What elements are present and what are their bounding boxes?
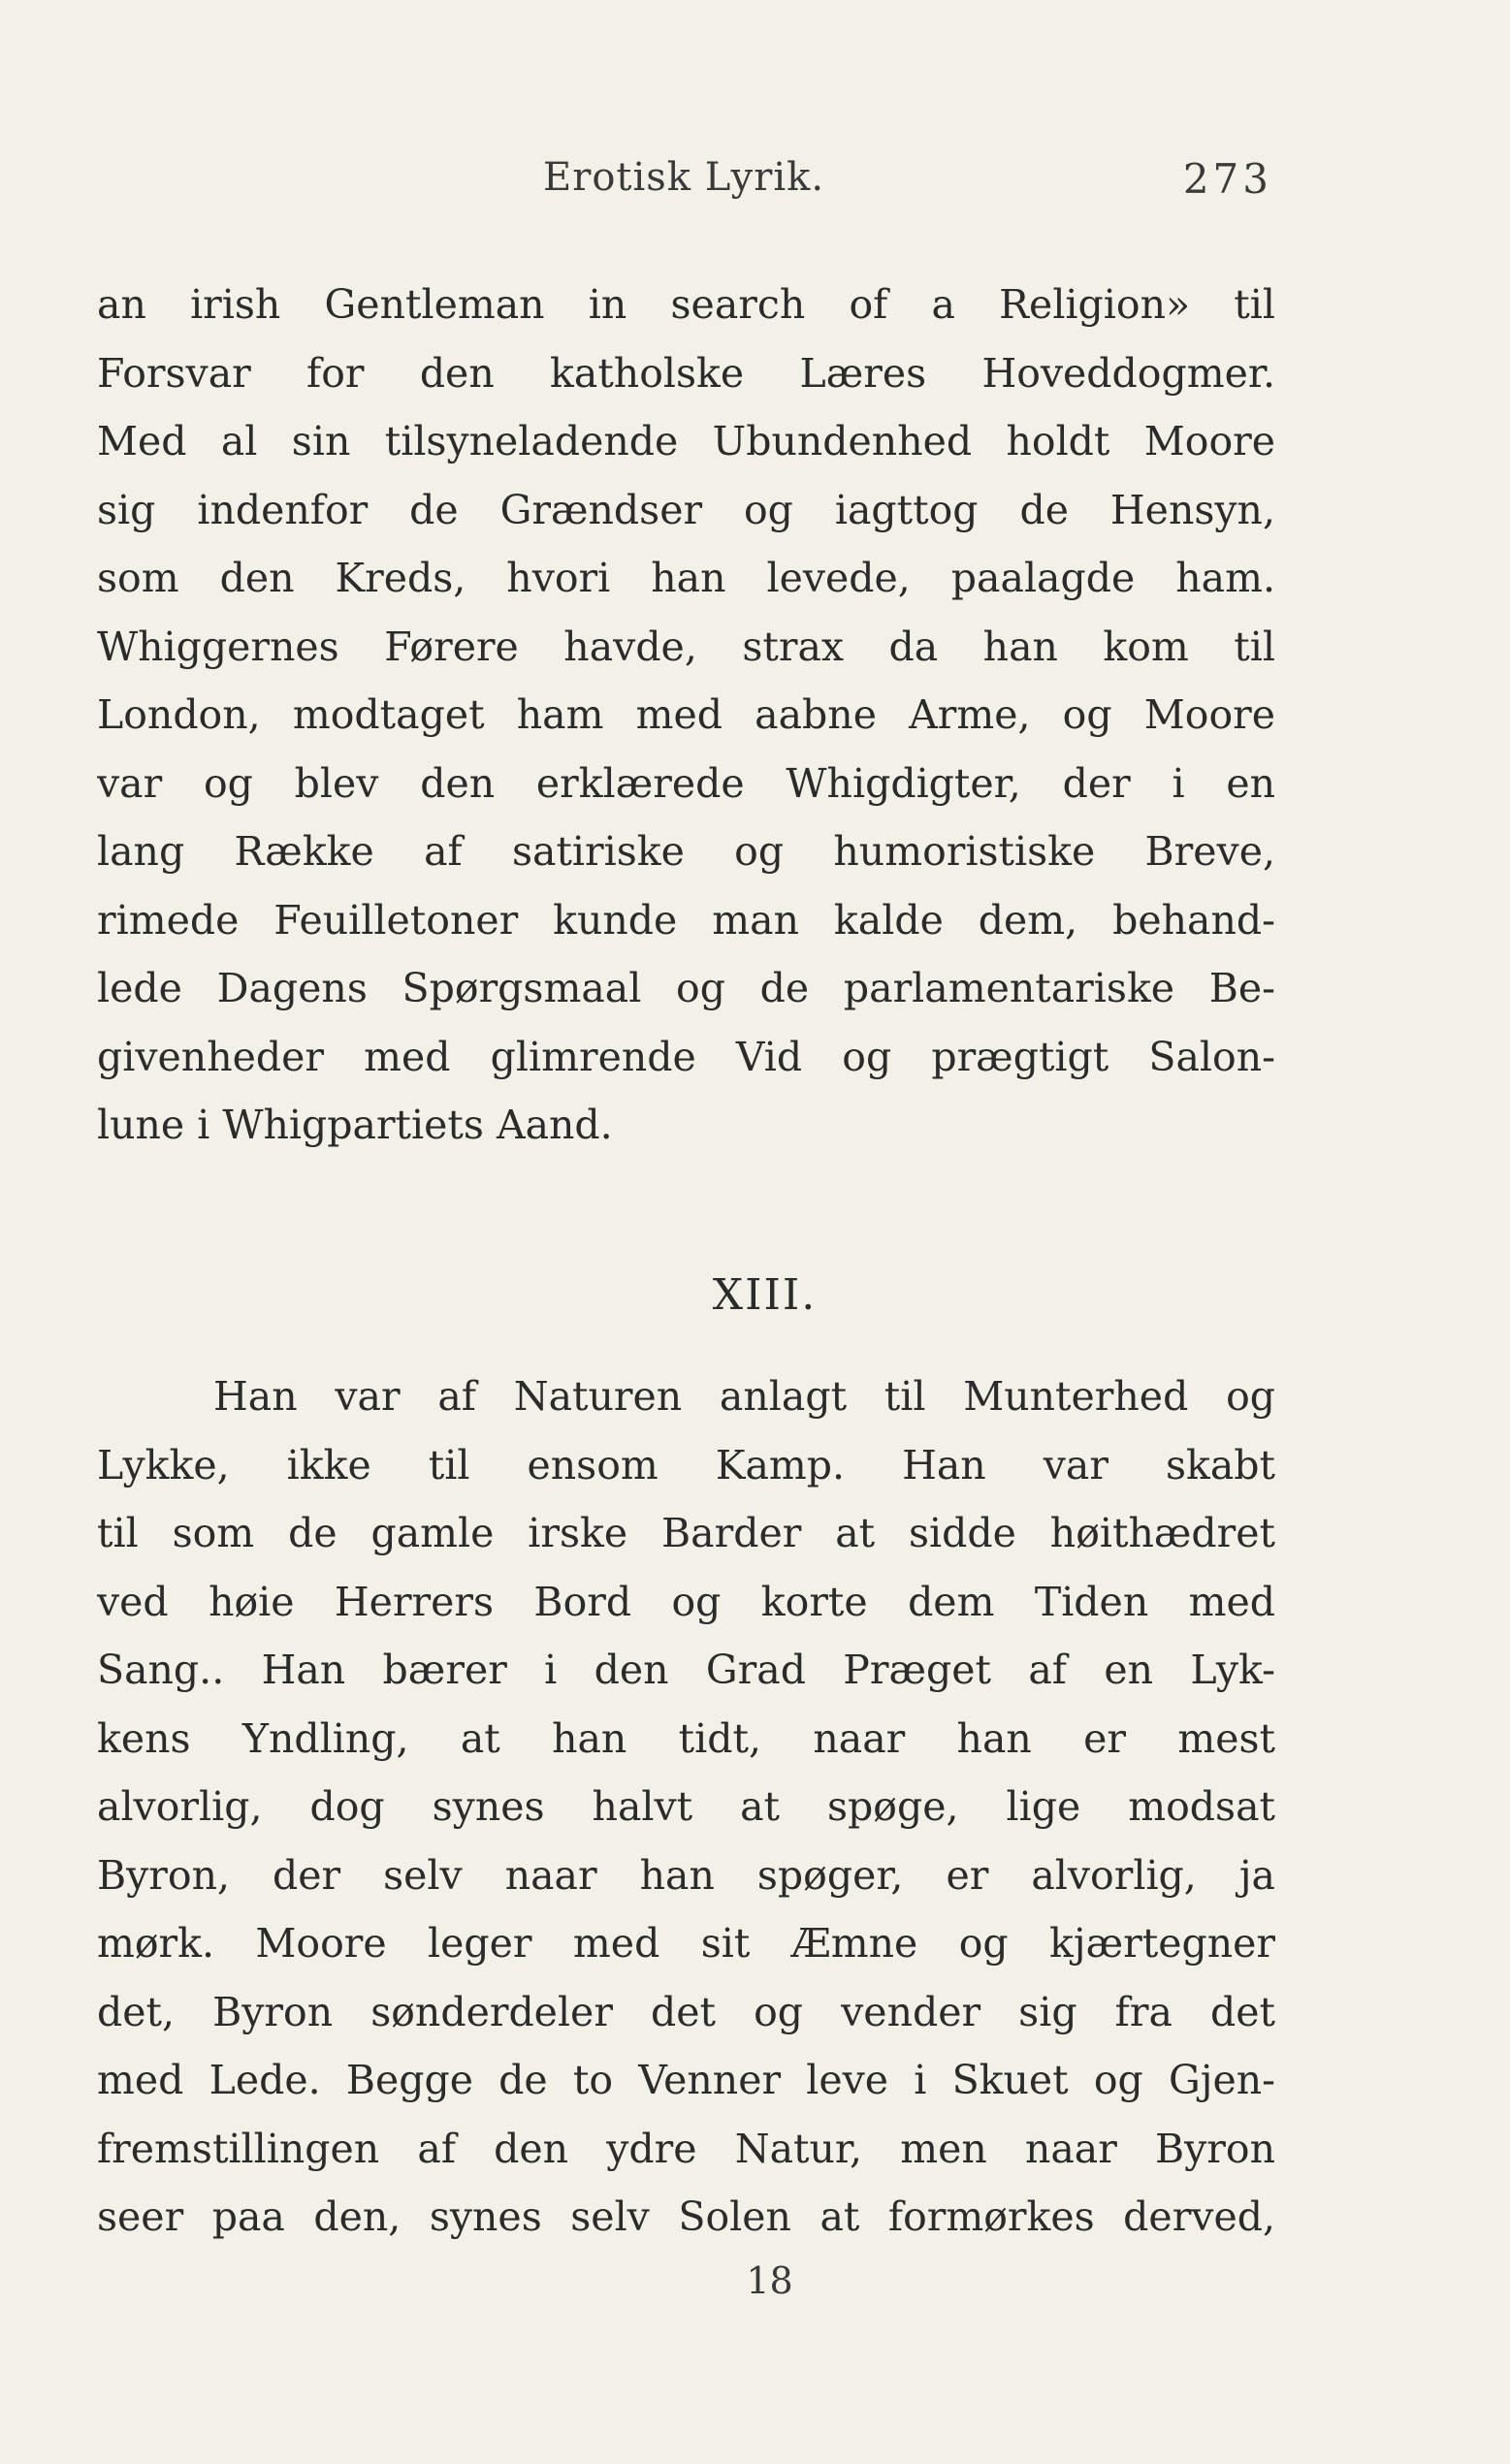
- text-line: ved høie Herrers Bord og korte dem Tiden med: [97, 1578, 1275, 1625]
- text-line: lede Dagens Spørgsmaal og de parlamentariske Be-: [97, 965, 1275, 1011]
- text-line: Lykke, ikke til ensom Kamp. Han var skabt: [97, 1441, 1275, 1488]
- page-number: 273: [1182, 155, 1272, 203]
- text-line: fremstillingen af den ydre Natur, men naar Byron: [97, 2125, 1275, 2172]
- text-line: som den Kreds, hvori han levede, paalagde ham.: [97, 555, 1275, 601]
- text-line: London, modtaget ham med aabne Arme, og Moore: [97, 691, 1275, 738]
- section-heading: XIII.: [712, 1270, 818, 1320]
- text-line: Whiggernes Førere havde, strax da han kom til: [97, 623, 1275, 670]
- running-head: [0, 155, 1510, 213]
- text-line: kens Yndling, at han tidt, naar han er mest: [97, 1714, 1275, 1762]
- text-line: alvorlig, dog synes halvt at spøge, lige modsat: [97, 1783, 1275, 1830]
- text-line: det, Byron sønderdeler det og vender sig fra det: [97, 1988, 1275, 2035]
- text-line: mørk. Moore leger med sit Æmne og kjærtegner: [97, 1920, 1275, 1967]
- text-line: lang Række af satiriske og humoristiske Breve,: [97, 828, 1275, 875]
- paragraph-2: [97, 1362, 1275, 2252]
- paragraph-1: [97, 271, 1275, 1160]
- signature-mark: 18: [746, 2259, 793, 2302]
- text-line: Forsvar for den katholske Læres Hoveddogmer.: [97, 349, 1275, 397]
- running-head-title: Erotisk Lyrik.: [543, 155, 825, 200]
- text-line: sig indenfor de Grændser og iagttog de Hensyn,: [97, 486, 1275, 533]
- text-line: Han var af Naturen anlagt til Munterhed og: [213, 1373, 1275, 1420]
- text-line: til som de gamle irske Barder at sidde høithædret: [97, 1510, 1275, 1556]
- text-line: Sang.. Han bærer i den Grad Præget af en Lyk-: [97, 1647, 1275, 1693]
- text-line: var og blev den erklærede Whigdigter, der i en: [97, 759, 1275, 807]
- text-line: med Lede. Begge de to Venner leve i Skuet og Gjen-: [97, 2057, 1275, 2103]
- text-line: Byron, der selv naar han spøger, er alvorlig, ja: [97, 1851, 1275, 1899]
- text-line: an irish Gentleman in search of a Religion» til: [97, 281, 1275, 328]
- text-line: lune i Whigpartiets Aand.: [97, 1102, 613, 1148]
- text-line: rimede Feuilletoner kunde man kalde dem, behand-: [97, 896, 1275, 944]
- text-line: givenheder med glimrende Vid og prægtigt Salon-: [97, 1033, 1275, 1080]
- text-line: Med al sin tilsyneladende Ubundenhed holdt Moore: [97, 418, 1275, 464]
- text-line: seer paa den, synes selv Solen at formørkes derved,: [97, 2193, 1275, 2240]
